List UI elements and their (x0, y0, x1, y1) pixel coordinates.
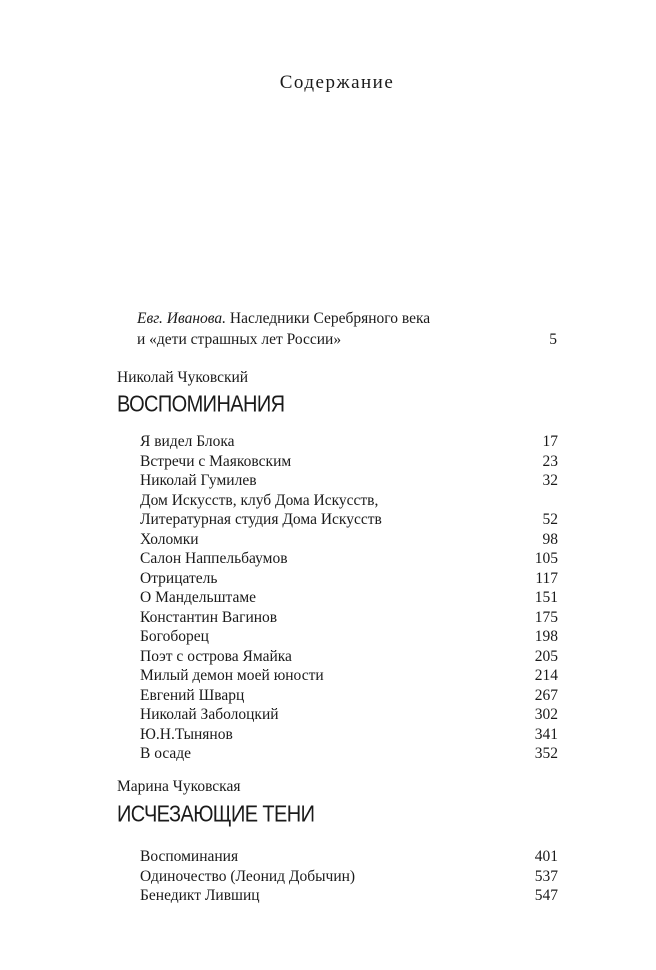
toc-entry-page: 205 (534, 647, 558, 665)
toc-entry-title: Евгений Шварц (140, 686, 245, 704)
toc-entry (140, 666, 558, 686)
toc-entry-title: Милый демон моей юности (140, 667, 324, 684)
intro-author: Евг. Иванова. (137, 310, 227, 327)
intro-line-1 (137, 308, 557, 329)
toc-entry-title: Салон Наппельбаумов (140, 550, 288, 567)
toc-entry-page: 17 (542, 433, 558, 450)
toc-entry-page: 547 (534, 887, 558, 904)
toc-entry (140, 867, 558, 887)
toc-entry-page: 32 (542, 472, 558, 489)
section-2-list (140, 847, 558, 906)
toc-entry (140, 471, 558, 491)
toc-entry-title: Богоборец (140, 628, 209, 645)
intro-line-2 (137, 329, 557, 350)
toc-entry-title: Холомки (140, 530, 199, 548)
page-title: Содержание (279, 72, 395, 93)
toc-entry (140, 886, 558, 906)
toc-entry (140, 847, 558, 867)
toc-entry (140, 725, 558, 745)
toc-entry (140, 569, 558, 589)
toc-entry (140, 705, 558, 725)
toc-entry-title: О Мандельштаме (140, 589, 257, 606)
toc-entry (140, 491, 558, 511)
toc-entry (140, 647, 558, 667)
toc-entry (140, 686, 558, 706)
toc-entry-page: 98 (542, 530, 558, 548)
section-1-list (140, 432, 558, 764)
toc-entry (140, 744, 558, 764)
intro-page-number: 5 (549, 331, 557, 348)
toc-entry-title: Дом Искусств, клуб Дома Искусств, (140, 491, 379, 509)
toc-entry-title: Воспоминания (140, 848, 239, 865)
toc-entry-page: 302 (534, 706, 558, 723)
toc-entry (140, 432, 558, 452)
toc-entry-title: Встречи с Маяковским (140, 452, 292, 470)
toc-entry-page: 105 (534, 550, 558, 567)
intro-title-line-1: Наследники Серебряного века (229, 310, 431, 327)
toc-entry-title: Николай Гумилев (140, 472, 257, 489)
toc-entry (140, 549, 558, 569)
section-1-title: ВОСПОМИНАНИЯ (117, 392, 285, 418)
toc-entry-page: 267 (534, 686, 558, 704)
intro-title-line-2: и «дети страшных лет России» (137, 331, 342, 348)
toc-entry-page: 52 (542, 511, 558, 528)
toc-entry (140, 608, 558, 628)
section-1-author: Николай Чуковский (117, 369, 249, 386)
toc-entry-page: 401 (534, 848, 558, 865)
toc-entry (140, 530, 558, 550)
toc-entry-page: 151 (534, 589, 558, 606)
toc-entry-page: 175 (534, 608, 558, 626)
toc-entry-title: Ю.Н.Тынянов (140, 725, 233, 743)
toc-entry-title: Константин Вагинов (140, 608, 278, 626)
toc-entry-title: Я видел Блока (140, 433, 235, 450)
toc-entry-title: Литературная студия Дома Искусств (140, 511, 382, 528)
toc-entry-page: 117 (535, 569, 558, 587)
intro-entry (137, 308, 557, 350)
toc-entry-title: В осаде (140, 745, 192, 762)
toc-entry-page: 352 (534, 745, 558, 762)
toc-entry-title: Николай Заболоцкий (140, 706, 279, 723)
toc-entry (140, 510, 558, 530)
toc-entry-title: Бенедикт Лившиц (140, 887, 260, 904)
toc-entry (140, 627, 558, 647)
toc-entry-title: Поэт с острова Ямайка (140, 647, 292, 665)
toc-entry-page: 23 (542, 452, 558, 470)
toc-entry-title: Одиночество (Леонид Добычин) (140, 867, 356, 885)
toc-entry-title: Отрицатель (140, 569, 218, 587)
toc-entry (140, 588, 558, 608)
toc-entry-page: 214 (534, 667, 558, 684)
toc-entry (140, 452, 558, 472)
toc-entry-page: 537 (534, 867, 558, 885)
toc-entry-page: 198 (534, 628, 558, 645)
toc-entry-page: 341 (534, 725, 558, 743)
section-2-author: Марина Чуковская (117, 778, 241, 795)
section-2-title: ИСЧЕЗАЮЩИЕ ТЕНИ (117, 802, 315, 828)
